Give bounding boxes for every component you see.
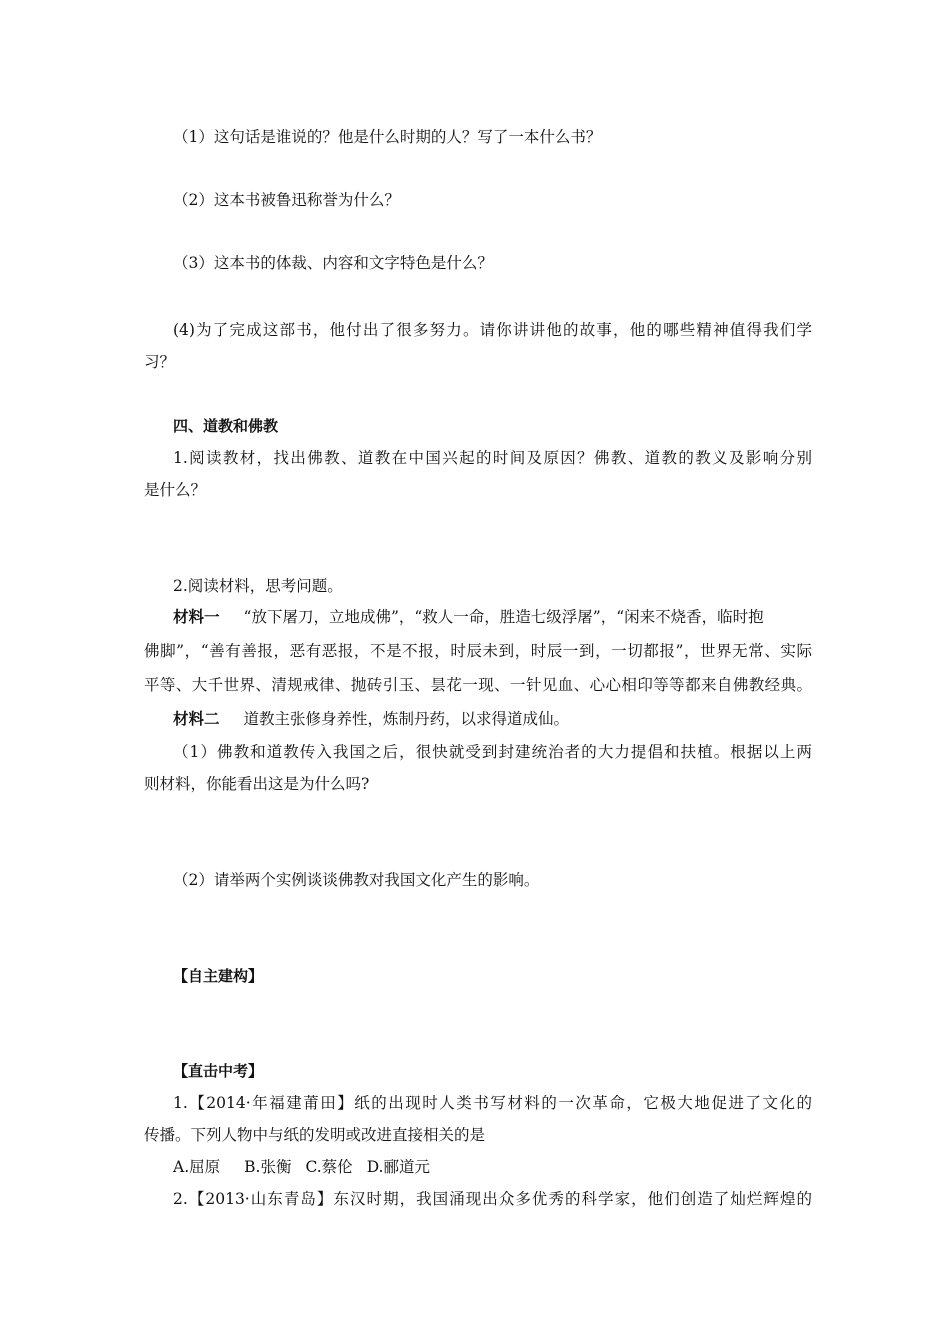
option-d: D.郦道元 xyxy=(366,1158,430,1176)
material-2-text: 道教主张修身养性，炼制丹药，以求得道成仙。 xyxy=(243,710,570,728)
question-4-line-2: 习？ xyxy=(144,353,176,371)
exam-question-1-line-2: 传播。下列人物中与纸的发明或改进直接相关的是 xyxy=(144,1126,486,1144)
question-2: （2）这本书被鲁迅称誉为什么？ xyxy=(173,191,400,209)
material-2-label: 材料二 xyxy=(173,710,220,728)
material-1-line-1 xyxy=(173,607,812,627)
option-a: A.屈原 xyxy=(173,1158,221,1176)
exam-question-2-line-1: 2.【2013·山东青岛】东汉时期，我国涌现出众多优秀的科学家，他们创造了灿烂辉煌的 xyxy=(173,1190,812,1208)
material-1-text: “放下屠刀，立地成佛”，“救人一命，胜造七级浮屠”，“闲来不烧香，临时抱 xyxy=(243,608,764,626)
sub-question-1-line-2: 则材料，你能看出这是为什么吗? xyxy=(144,775,370,793)
option-b: B.张衡 xyxy=(244,1158,292,1176)
material-1-line-3: 平等、大千世界、清规戒律、抛砖引玉、昙花一现、一针见血、心心相印等等都来自佛教经典。 xyxy=(144,676,812,694)
sub-question-1-line-1: （1）佛教和道教传入我国之后，很快就受到封建统治者的大力提倡和扶植。根据以上两 xyxy=(173,743,812,761)
material-1-line-2: 佛脚”，“善有善报，恶有恶报，不是不报，时辰未到，时辰一到，一切都报”，世界无常、实际 xyxy=(144,642,812,660)
section-heading-taoism-buddhism: 四、道教和佛教 xyxy=(173,417,279,435)
section4-item-1-line-1: 1.阅读教材，找出佛教、道教在中国兴起的时间及原因？佛教、道教的教义及影响分别 xyxy=(173,449,812,467)
question-4-line-1: (4)为了完成这部书，他付出了很多努力。请你讲讲他的故事，他的哪些精神值得我们学 xyxy=(173,321,812,339)
option-c: C.蔡伦 xyxy=(305,1158,353,1176)
section4-item-1-line-2: 是什么？ xyxy=(144,481,207,499)
sub-question-2: （2）请举两个实例谈谈佛教对我国文化产生的影响。 xyxy=(173,871,540,889)
exam-question-1-options xyxy=(173,1157,812,1177)
exam-question-1-line-1: 1.【2014·年福建莆田】纸的出现时人类书写材料的一次革命，它极大地促进了文化的 xyxy=(173,1094,812,1112)
section4-item-2: 2.阅读材料，思考问题。 xyxy=(173,577,343,595)
question-1: （1）这句话是谁说的？他是什么时期的人？写了一本什么书？ xyxy=(173,128,602,146)
material-1-label: 材料一 xyxy=(173,608,220,626)
question-3: （3）这本书的体裁、内容和文字特色是什么？ xyxy=(173,254,493,272)
material-2-line xyxy=(173,709,812,729)
self-construct-heading: 【自主建构】 xyxy=(173,967,264,985)
exam-heading: 【直击中考】 xyxy=(173,1062,264,1080)
